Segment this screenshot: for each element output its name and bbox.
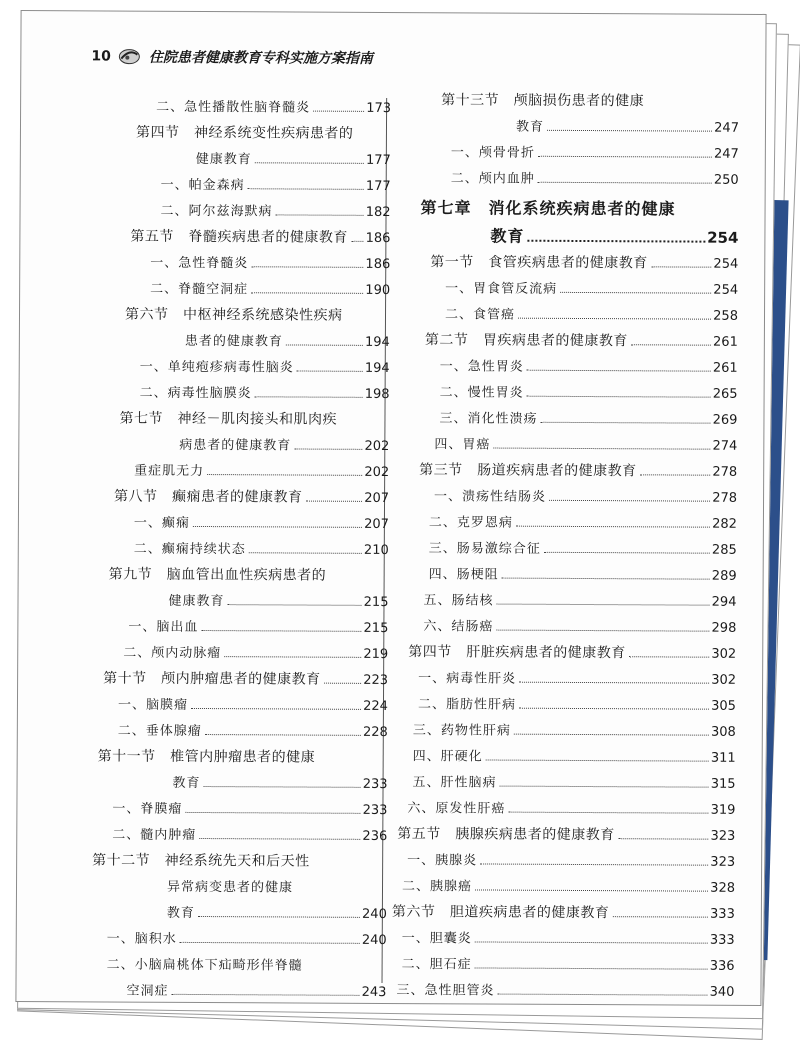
toc-entry-page: 233: [362, 776, 388, 792]
toc-entry: [140, 356, 390, 376]
toc-entry-title: 二、脊髓空洞症: [150, 281, 249, 298]
leader-dots: [228, 604, 362, 606]
toc-entry-title: 第七节 神经－肌肉接头和肌肉疾: [119, 410, 338, 428]
toc-entry-page: 224: [363, 698, 388, 714]
toc-entry: [490, 224, 738, 248]
toc-entry-title: 重症肌无力: [134, 463, 205, 480]
toc-entry: [136, 122, 354, 143]
leader-dots: [249, 552, 362, 554]
toc-entry-title: 一、胆囊炎: [401, 931, 472, 947]
toc-entry-page: 298: [711, 620, 737, 636]
leader-dots: [547, 130, 712, 132]
toc-entry-page: 177: [365, 152, 391, 168]
toc-entry-title: 一、胰腺炎: [407, 853, 478, 869]
toc-entry: [114, 486, 389, 507]
toc-entry-page: 207: [364, 516, 389, 532]
toc-entry-page: 311: [710, 750, 736, 766]
toc-entry-page: 340: [709, 984, 735, 1000]
toc-entry-page: 319: [710, 802, 736, 818]
leader-dots: [651, 266, 712, 267]
toc-entry-title: 一、单纯疱疹病毒性脑炎: [139, 359, 294, 376]
toc-entry-title: 六、结肠癌: [423, 619, 494, 635]
toc-entry: [425, 329, 738, 351]
leader-dots: [500, 786, 709, 788]
toc-entry: [107, 954, 303, 974]
toc-entry-page: 186: [365, 230, 391, 246]
toc-entry-title: 四、胃癌: [434, 437, 491, 453]
toc-entry-page: 173: [366, 100, 392, 116]
toc-entry-title: 二、脂肪性肝病: [417, 697, 517, 713]
toc-entry: [423, 615, 736, 636]
toc-entry: [413, 745, 736, 766]
toc-entry: [134, 538, 389, 558]
toc-entry: [179, 434, 389, 454]
toc-entry: [402, 875, 735, 896]
toc-entry-page: 186: [365, 256, 391, 272]
toc-entry-page: 228: [362, 724, 388, 740]
toc-entry-title: 第六节 中枢神经系统感染性疾病: [124, 306, 343, 324]
leader-dots: [180, 942, 360, 944]
toc-entry: [392, 901, 735, 923]
leader-dots: [204, 786, 361, 788]
toc-entry-title: 第十一节 椎管内肿瘤患者的健康: [97, 748, 316, 766]
toc-entry-title: 四、肠梗阻: [428, 567, 499, 583]
leader-dots: [251, 292, 363, 294]
leader-dots: [549, 500, 710, 502]
toc-entry-title: 一、癫痫: [133, 515, 190, 531]
toc-entry-title: 一、颅骨骨折: [450, 145, 535, 161]
leader-dots: [544, 552, 710, 554]
toc-entry: [112, 824, 387, 844]
toc-entry: [167, 902, 387, 922]
book-logo-icon: [119, 49, 141, 65]
toc-entry: [134, 512, 389, 532]
leader-dots: [497, 994, 707, 996]
leader-dots: [255, 162, 364, 164]
toc-entry: [107, 928, 387, 948]
toc-entry-title: 一、溃疡性结肠炎: [434, 489, 547, 505]
toc-entry: [451, 167, 739, 188]
toc-entry-title: 二、胰腺癌: [401, 879, 473, 895]
leader-dots: [193, 526, 362, 528]
toc-entry: [185, 330, 390, 350]
toc-entry-page: 289: [711, 568, 737, 584]
toc-entry-title: 一、急性胃炎: [439, 359, 524, 375]
toc-entry-page: 233: [362, 802, 388, 818]
leader-dots: [475, 941, 708, 943]
toc-entry-title: 二、食管癌: [444, 307, 516, 323]
toc-entry: [413, 719, 736, 740]
toc-entry-title: 第一节 食管疾病患者的健康教育: [430, 254, 648, 272]
toc-entry: [156, 96, 391, 116]
leader-dots: [516, 526, 710, 528]
leader-dots: [518, 318, 711, 320]
toc-entry-page: 315: [710, 776, 736, 792]
leader-dots: [502, 578, 710, 580]
leader-dots: [640, 474, 711, 475]
toc-entry: [451, 141, 739, 162]
leader-dots: [496, 630, 709, 632]
toc-entry: [421, 195, 676, 219]
toc-entry: [126, 980, 386, 1000]
leader-dots: [475, 967, 708, 969]
leader-dots: [519, 682, 709, 684]
toc-entry-page: 190: [365, 282, 391, 298]
leader-dots: [324, 683, 362, 684]
toc-entry: [429, 563, 737, 584]
toc-entry: [440, 355, 738, 376]
toc-entry-title: 第五节 胰腺疾病患者的健康教育: [397, 826, 615, 844]
toc-entry-title: 教育: [490, 226, 525, 246]
toc-entry-page: 236: [362, 828, 388, 844]
leader-dots: [205, 734, 361, 736]
toc-entry-title: 一、脑出血: [128, 619, 199, 635]
leader-dots: [519, 708, 709, 710]
leader-dots: [480, 863, 708, 865]
leader-dots: [199, 838, 360, 840]
toc-entry-title: 五、肠结核: [423, 593, 494, 609]
toc-entry-page: 250: [713, 172, 739, 188]
toc-entry-title: 第六节 胆道疾病患者的健康教育: [391, 904, 610, 922]
toc-entry-page: 247: [714, 120, 740, 136]
toc-entry-page: 294: [711, 594, 737, 610]
toc-entry: [196, 148, 391, 168]
leader-dots: [294, 448, 362, 449]
toc-entry-title: 第八节 癫痫患者的健康教育: [114, 488, 303, 506]
toc-entry: [397, 823, 735, 845]
toc-entry: [173, 772, 388, 792]
toc-entry: [118, 694, 388, 714]
toc-entry-page: 302: [711, 646, 737, 662]
leader-dots: [297, 371, 363, 372]
toc-entry: [161, 174, 391, 194]
book-title: 住院患者健康教育专科实施方案指南: [148, 49, 373, 67]
toc-entry: [103, 667, 388, 688]
toc-entry: [445, 303, 738, 324]
toc-entry: [134, 460, 389, 480]
leader-dots: [351, 241, 364, 242]
toc-entry-title: 健康教育: [195, 151, 252, 168]
toc-entry: [440, 381, 738, 402]
toc-entry-title: 二、阿尔兹海默病: [160, 203, 273, 220]
toc-entry-title: 一、病毒性肝炎: [418, 671, 517, 687]
toc-entry-page: 278: [712, 490, 738, 506]
toc-entry-title: 第二节 胃疾病患者的健康教育: [424, 332, 628, 350]
leader-dots: [540, 422, 710, 424]
leader-dots: [497, 604, 710, 606]
toc-entry-page: 278: [712, 464, 738, 480]
toc-entry: [150, 278, 390, 298]
toc-entry: [130, 226, 390, 247]
leader-dots: [286, 344, 363, 345]
toc-entry-page: 269: [712, 412, 738, 428]
toc-entry-title: 一、脊膜瘤: [112, 801, 183, 817]
toc-entry-page: 274: [712, 438, 738, 454]
toc-entry-page: 219: [363, 646, 389, 662]
leader-dots: [251, 266, 363, 268]
toc-entry-page: 202: [364, 438, 390, 454]
toc-entry-page: 254: [707, 228, 739, 247]
toc-entry-page: 285: [711, 542, 737, 558]
toc-entry-title: 患者的健康教育: [184, 333, 283, 350]
toc-entry-page: 328: [710, 880, 736, 896]
toc-entry-title: 二、髓内肿瘤: [112, 827, 197, 843]
toc-entry-title: 病患者的健康教育: [179, 437, 292, 454]
leader-dots: [527, 396, 711, 398]
toc-entry-title: 三、药物性肝病: [412, 723, 511, 739]
toc-entry: [168, 590, 388, 610]
leader-dots: [538, 182, 712, 184]
leader-dots: [527, 240, 705, 243]
toc-entry-page: 223: [363, 672, 389, 688]
toc-entry: [441, 89, 644, 110]
toc-entry: [98, 745, 316, 766]
toc-entry: [128, 616, 388, 636]
leader-dots: [560, 292, 711, 294]
toc-entry-page: 182: [365, 204, 391, 220]
toc-entry-page: 261: [712, 360, 738, 376]
toc-entry-title: 第七章 消化系统疾病患者的健康: [420, 198, 676, 219]
toc-entry: [396, 979, 734, 1000]
leader-dots: [191, 708, 361, 710]
toc-entry-title: 二、颅内血肿: [450, 171, 535, 187]
toc-entry: [423, 589, 736, 610]
leader-dots: [306, 501, 363, 502]
toc-entry-page: 336: [709, 958, 735, 974]
toc-entry-page: 254: [713, 256, 739, 272]
toc-entry-title: 一、胃食管反流病: [445, 281, 558, 297]
toc-page: [15, 10, 766, 1006]
toc-entry-title: 二、颅内动脉瘤: [123, 645, 222, 662]
toc-entry-title: 一、脑膜瘤: [117, 697, 189, 713]
leader-dots: [201, 630, 361, 632]
toc-entry-title: 二、病毒性脑膜炎: [139, 385, 252, 402]
toc-entry-page: 308: [710, 724, 736, 740]
toc-entry: [429, 537, 737, 558]
toc-entry-title: 二、癫痫持续状态: [133, 541, 246, 558]
leader-dots: [313, 111, 364, 112]
toc-entry-page: 202: [364, 464, 390, 480]
toc-entry-page: 207: [364, 490, 390, 506]
toc-entry-page: 323: [710, 828, 736, 844]
leader-dots: [538, 156, 712, 158]
toc-entry-title: 健康教育: [168, 593, 225, 610]
toc-entry: [434, 485, 737, 506]
leader-dots: [508, 812, 708, 814]
toc-entry: [112, 798, 387, 818]
toc-entry: [418, 667, 736, 688]
leader-dots: [224, 656, 361, 658]
toc-entry-page: 243: [361, 984, 387, 1000]
toc-entry-title: 第十二节 神经系统先天和后天性: [92, 852, 310, 870]
toc-entry: [123, 642, 388, 662]
toc-entry: [429, 511, 737, 532]
toc-entry-title: 第五节 脊髓疾病患者的健康教育: [130, 228, 348, 246]
leader-dots: [631, 344, 711, 345]
toc-entry: [407, 797, 735, 818]
toc-entry: [140, 382, 390, 402]
toc-entry: [445, 277, 738, 298]
toc-entry-title: 三、肠易激综合征: [428, 541, 541, 557]
toc-entry: [434, 433, 737, 454]
toc-entry-page: 247: [713, 146, 739, 162]
toc-entry-page: 177: [365, 178, 391, 194]
leader-dots: [198, 916, 360, 918]
toc-entry: [430, 251, 738, 273]
toc-entry-title: 第十三节 颅脑损伤患者的健康: [441, 92, 645, 110]
toc-entry-page: 261: [713, 334, 738, 350]
toc-entry-title: 第三节 肠道疾病患者的健康教育: [419, 462, 637, 480]
toc-entry: [150, 252, 390, 272]
toc-entry-page: 282: [712, 516, 737, 532]
toc-entry-page: 194: [364, 334, 390, 350]
toc-entry-title: 第十节 颅内肿瘤患者的健康教育: [103, 670, 321, 688]
toc-entry: [407, 849, 735, 870]
toc-entry-title: 教育: [166, 905, 195, 921]
leader-dots: [276, 214, 364, 215]
toc-entry: [402, 953, 735, 974]
leader-dots: [493, 448, 710, 450]
toc-entry: [125, 304, 343, 325]
leader-dots: [629, 656, 710, 657]
leader-dots: [185, 812, 360, 814]
toc-entry: [408, 641, 736, 663]
leader-dots: [486, 759, 709, 761]
toc-entry-title: 三、急性胆管炎: [396, 983, 495, 999]
toc-entry-page: 240: [361, 932, 387, 948]
toc-entry-title: 四、肝硬化: [412, 749, 483, 765]
toc-entry-page: 302: [711, 672, 737, 688]
toc-entry-title: 异常病变患者的健康: [166, 879, 294, 896]
leader-dots: [612, 916, 708, 918]
leader-dots: [618, 838, 709, 839]
toc-entry-title: 第四节 肝脏疾病患者的健康教育: [408, 644, 626, 662]
toc-entry-page: 198: [364, 386, 390, 402]
toc-entry: [167, 876, 293, 896]
toc-entry-title: 空洞症: [126, 983, 169, 999]
leader-dots: [255, 396, 363, 398]
toc-entry-page: 254: [713, 282, 739, 298]
toc-entry-title: 第九节 脑血管出血性疾病患者的: [108, 566, 327, 584]
toc-entry-page: 240: [362, 906, 387, 922]
toc-entry-page: 333: [709, 932, 735, 948]
toc-entry: [418, 693, 736, 714]
toc-entry: [516, 116, 739, 136]
toc-entry: [439, 407, 737, 428]
toc-entry-page: 258: [713, 308, 739, 324]
toc-entry: [402, 927, 735, 948]
leader-dots: [514, 734, 709, 736]
toc-entry-page: 333: [710, 906, 735, 922]
leader-dots: [171, 994, 359, 996]
leader-dots: [475, 889, 708, 891]
leader-dots: [248, 188, 364, 190]
toc-entry: [161, 200, 391, 220]
toc-entry: [413, 771, 736, 792]
toc-entry-page: 194: [364, 360, 390, 376]
toc-entry: [118, 720, 388, 740]
toc-entry-title: 二、胆石症: [401, 957, 472, 973]
toc-entry-page: 305: [711, 698, 737, 714]
toc-entry-page: 215: [363, 620, 389, 636]
toc-entry-title: 一、脑积水: [106, 931, 177, 947]
leader-dots: [207, 474, 362, 476]
toc-entry-title: 二、垂体腺瘤: [117, 723, 202, 740]
toc-entry-title: 一、帕金森病: [160, 177, 245, 194]
toc-entry-title: 二、克罗恩病: [428, 515, 513, 531]
page-header: [91, 41, 373, 72]
toc-entry-title: 教育: [172, 775, 201, 792]
toc-entry: [119, 408, 337, 429]
page-number: 10: [91, 48, 111, 65]
toc-entry-page: 323: [710, 854, 736, 870]
toc-entry: [92, 849, 310, 870]
toc-entry-page: 215: [363, 594, 389, 610]
toc-entry-title: 六、原发性肝癌: [407, 801, 506, 817]
toc-entry-title: 二、慢性胃炎: [439, 385, 524, 401]
toc-entry-title: 二、小脑扁桃体下疝畸形伴脊髓: [106, 957, 303, 974]
toc-entry-title: 三、消化性溃疡: [439, 411, 538, 427]
toc-entry: [419, 459, 737, 481]
leader-dots: [527, 370, 711, 372]
toc-entry-title: 第四节 神经系统变性疾病患者的: [135, 124, 354, 142]
toc-entry: [109, 564, 327, 585]
toc-entry-title: 一、急性脊髓炎: [150, 255, 249, 272]
toc-entry-title: 二、急性播散性脑脊髓炎: [156, 99, 311, 116]
toc-entry-page: 265: [712, 386, 738, 402]
toc-entry-title: 五、肝性脑病: [412, 775, 497, 791]
toc-entry-page: 210: [363, 542, 389, 558]
toc-entry-title: 教育: [515, 119, 545, 135]
